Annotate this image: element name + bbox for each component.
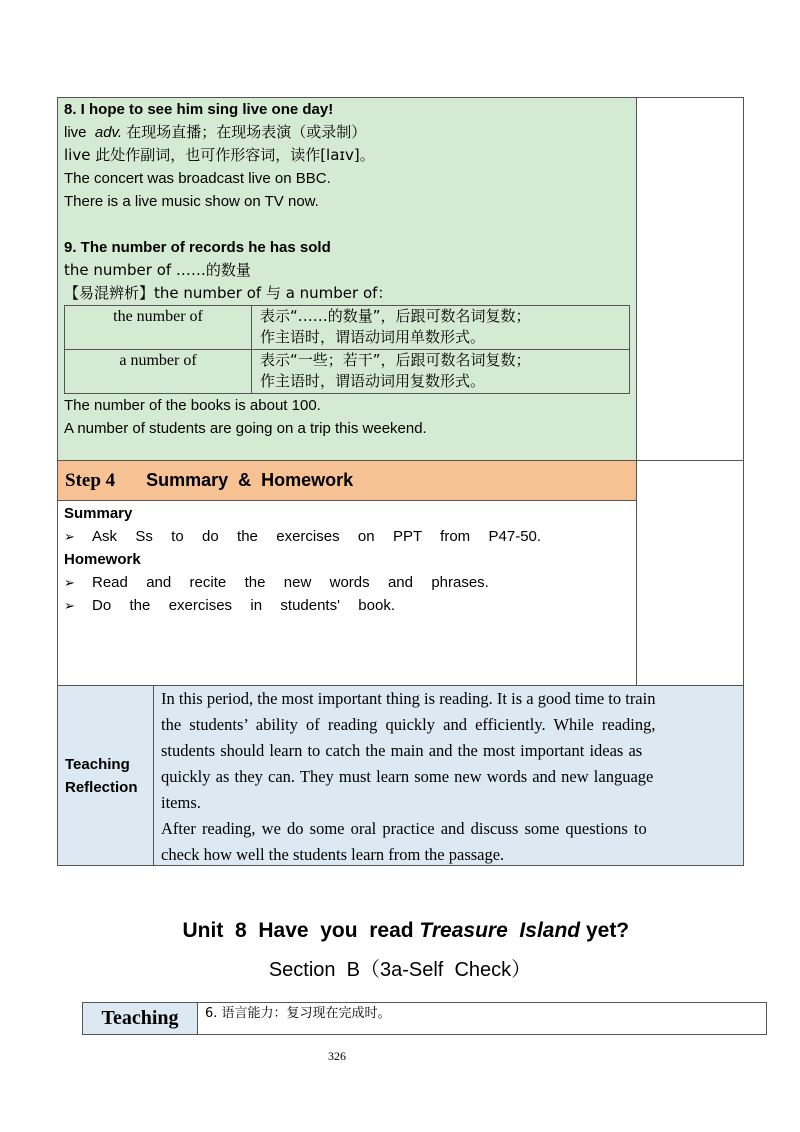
comparison-table: [64, 305, 630, 394]
desc-line: 作主语时，谓语动词用单数形式。: [260, 328, 486, 346]
live-word: live: [64, 124, 87, 141]
reflection-line: After reading, we do some oral practice and discuss some questions to: [161, 819, 647, 838]
unit-title-suffix: yet?: [580, 919, 630, 942]
reflection-line: items.: [161, 793, 201, 812]
homework-item: ➢ Do the exercises in students' book.: [64, 594, 634, 617]
reflection-label-cell: [57, 685, 154, 866]
item-9-definition: the number of ……的数量: [64, 261, 251, 279]
unit-title: [0, 895, 800, 943]
item-9-block: [64, 236, 634, 305]
desc-cell: [252, 306, 630, 350]
section-subtitle: Section B（3a-Self Check）: [268, 959, 532, 981]
item-9-examples: [64, 394, 634, 440]
item-8-note: live 此处作副词，也可作形容词，读作[laɪv]。: [64, 146, 375, 164]
part-of-speech: adv.: [94, 124, 123, 141]
right-empty-cell-mid: [636, 460, 744, 686]
item-8-example-1: The concert was broadcast live on BBC.: [64, 170, 331, 187]
live-meaning: 在现场直播；在现场表演（或录制）: [126, 123, 367, 141]
desc-cell: [252, 350, 630, 394]
reflection-line: the students’ ability of reading quickly and efficiently. While reading,: [161, 715, 656, 734]
item-9-comparison-heading: 【易混辨析】the number of 与 a number of：: [64, 284, 393, 302]
desc-line: 表示“……的数量”，后跟可数名词复数；: [260, 307, 531, 325]
desc-line: 作主语时，谓语动词用复数形式。: [260, 372, 486, 390]
summary-label: Summary: [64, 505, 133, 522]
unit-title-prefix: Unit 8 Have you read: [182, 919, 420, 942]
summary-item: ➢ Ask Ss to do the exercises on PPT from P47-50.: [64, 525, 634, 548]
summary-block: [64, 502, 634, 617]
reflection-label-1: Teaching: [65, 755, 130, 773]
reflection-line: In this period, the most important thing is reading. It is a good time to train: [161, 689, 656, 708]
step-4-header: [57, 460, 637, 501]
item-8-example-2: There is a live music show on TV now.: [64, 193, 319, 210]
right-empty-cell-top: [636, 97, 744, 461]
reflection-text: [161, 686, 737, 868]
table-row: [65, 306, 630, 350]
desc-line: 表示“一些；若干”，后跟可数名词复数；: [260, 351, 531, 369]
term-cell: the number of: [65, 306, 252, 350]
reflection-line: quickly as they can. They must learn some new words and new language: [161, 767, 654, 786]
reflection-line: students should learn to catch the main and the most important ideas as: [161, 741, 643, 760]
teaching-content-cell: [197, 1002, 767, 1035]
item-8-definition: [64, 121, 634, 144]
item-9-example-2: A number of students are going on a trip this weekend.: [64, 420, 427, 437]
table-row: [65, 350, 630, 394]
term-cell: a number of: [65, 350, 252, 394]
step-title: Summary & Homework: [146, 470, 354, 490]
homework-label: Homework: [64, 551, 141, 568]
teaching-label-cell: [82, 1002, 198, 1035]
step-label: Step 4: [65, 470, 116, 491]
item-9-example-1: The number of the books is about 100.: [64, 397, 321, 414]
item-8-block: [64, 98, 634, 213]
teaching-label: Teaching: [101, 1007, 179, 1029]
item-9-heading: 9. The number of records he has sold: [64, 239, 331, 256]
homework-item: ➢ Read and recite the new words and phrases.: [64, 571, 634, 594]
teaching-content: 6. 语言能力：复习现在完成时。: [205, 1006, 391, 1021]
reflection-content-cell: [153, 685, 744, 866]
unit-title-book: Treasure Island: [419, 919, 581, 942]
item-8-heading: 8. I hope to see him sing live one day!: [64, 101, 334, 118]
reflection-label-2: Reflection: [65, 778, 138, 796]
page-number: 326: [328, 1049, 346, 1063]
reflection-line: check how well the students learn from the passage.: [161, 845, 505, 864]
